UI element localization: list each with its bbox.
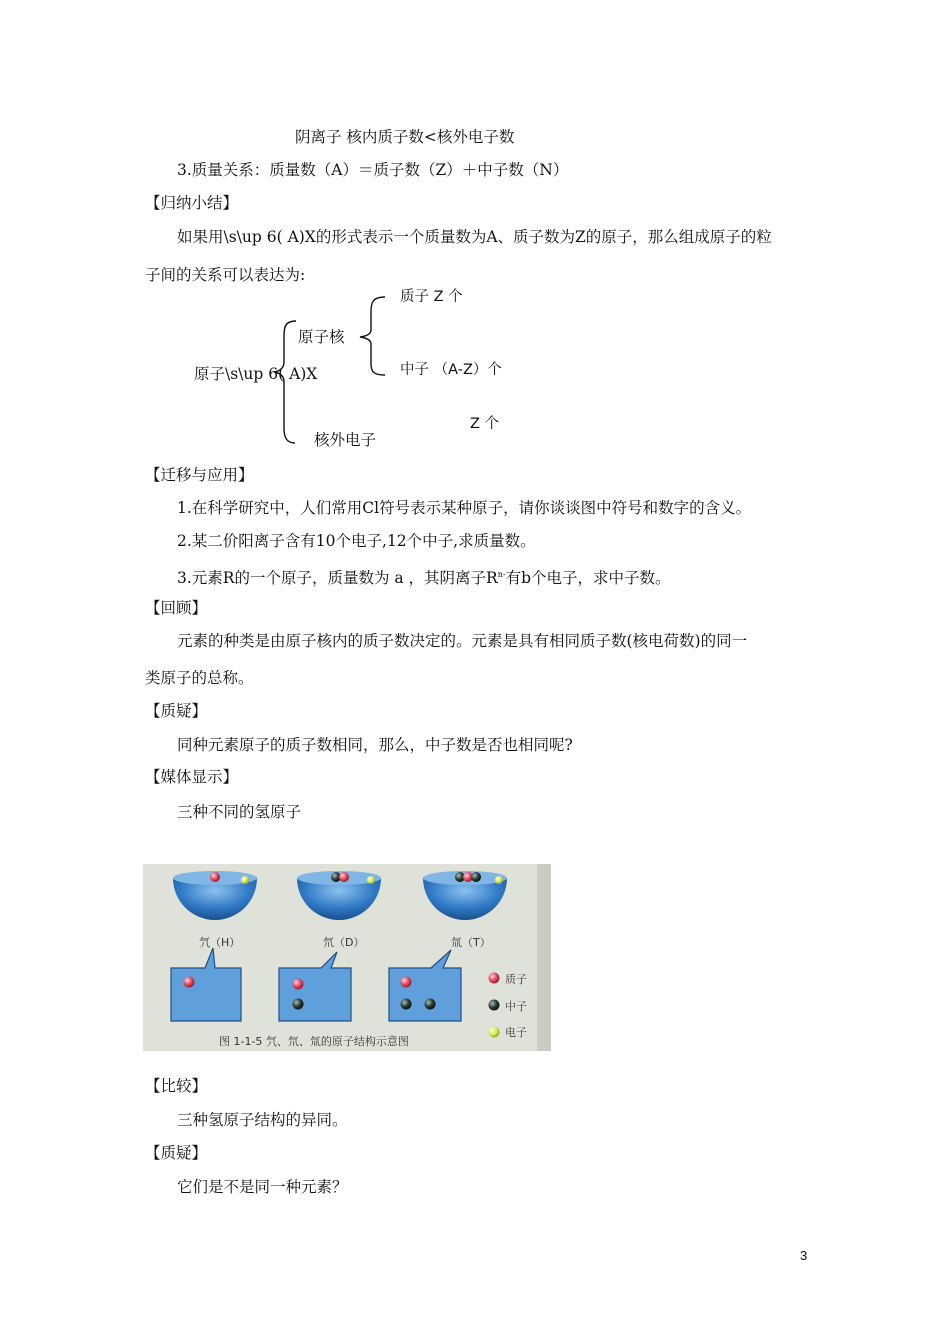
review-heading: 【回顾】 [145, 599, 208, 617]
question-3-text-a: 3.元素R的一个原子，质量数为 a ，其阴离子R [177, 569, 498, 588]
diagram-electron-label: 核外电子 [314, 431, 377, 449]
compare-paragraph: 三种氢原子结构的异同。 [177, 1111, 348, 1129]
diagram-electron-count: Z 个 [470, 416, 500, 432]
isotope-illustration [143, 864, 551, 1051]
question-3 [177, 565, 671, 588]
anion-line: 阴离子 核内质子数<核外电子数 [295, 128, 515, 146]
label-protium: 氕（H） [199, 936, 241, 949]
mass-relation-line: 3.质量关系：质量数（A）＝质子数（Z）＋中子数（N） [177, 161, 569, 179]
figure-caption: 图 1-1-5 氕、氘、氚的原子结构示意图 [219, 1035, 409, 1048]
summary-paragraph-line2: 子间的关系可以表达为: [145, 266, 306, 284]
nucleus-brace [360, 297, 385, 375]
summary-paragraph-line1: 如果用\s\up 6( A)X的形式表示一个质量数为A、质子数为Z的原子，那么组成原子的粒 [177, 228, 772, 246]
page-number: 3 [800, 1248, 808, 1263]
compare-heading: 【比较】 [145, 1077, 208, 1095]
legend-proton: 质子 [505, 973, 527, 986]
question2-heading: 【质疑】 [145, 1144, 208, 1162]
question2-paragraph: 它们是不是同一种元素？ [177, 1178, 348, 1196]
question-3-superscript: n- [497, 570, 506, 579]
hydrogen-isotopes-figure [143, 864, 551, 1051]
label-tritium: 氚（T） [451, 936, 491, 949]
question-1: 1.在科学研究中，人们常用Cl符号表示某种原子，请你谈谈图中符号和数字的含义。 [177, 499, 752, 517]
migrate-heading: 【迁移与应用】 [145, 466, 254, 484]
summary-heading: 【归纳小结】 [145, 194, 239, 212]
diagram-neutron-label: 中子 （A-Z）个 [400, 362, 502, 378]
legend-proton-marker [489, 973, 500, 984]
question-paragraph: 同种元素原子的质子数相同，那么，中子数是否也相同呢? [177, 736, 573, 754]
question-heading: 【质疑】 [145, 702, 208, 720]
legend-neutron: 中子 [505, 1000, 527, 1013]
media-heading: 【媒体显示】 [145, 768, 239, 786]
diagram-nucleus-label: 原子核 [298, 328, 345, 346]
legend-electron: 电子 [505, 1026, 527, 1039]
diagram-atom-label: 原子\s\up 6( A)X [194, 365, 318, 383]
label-deuterium: 氘（D） [323, 936, 365, 949]
review-paragraph-line2: 类原子的总称。 [145, 669, 254, 687]
legend-electron-marker [489, 1027, 500, 1038]
big-left-brace [274, 321, 296, 443]
legend-neutron-marker [489, 1000, 500, 1011]
media-paragraph: 三种不同的氢原子 [177, 803, 302, 821]
diagram-proton-label: 质子 Z 个 [400, 289, 463, 305]
question-2: 2.某二价阳离子含有10个电子,12个中子,求质量数。 [177, 532, 536, 550]
question-3-text-b: 有b个电子，求中子数。 [505, 569, 671, 588]
review-paragraph-line1: 元素的种类是由原子核内的质子数决定的。元素是具有相同质子数(核电荷数)的同一 [177, 632, 748, 650]
